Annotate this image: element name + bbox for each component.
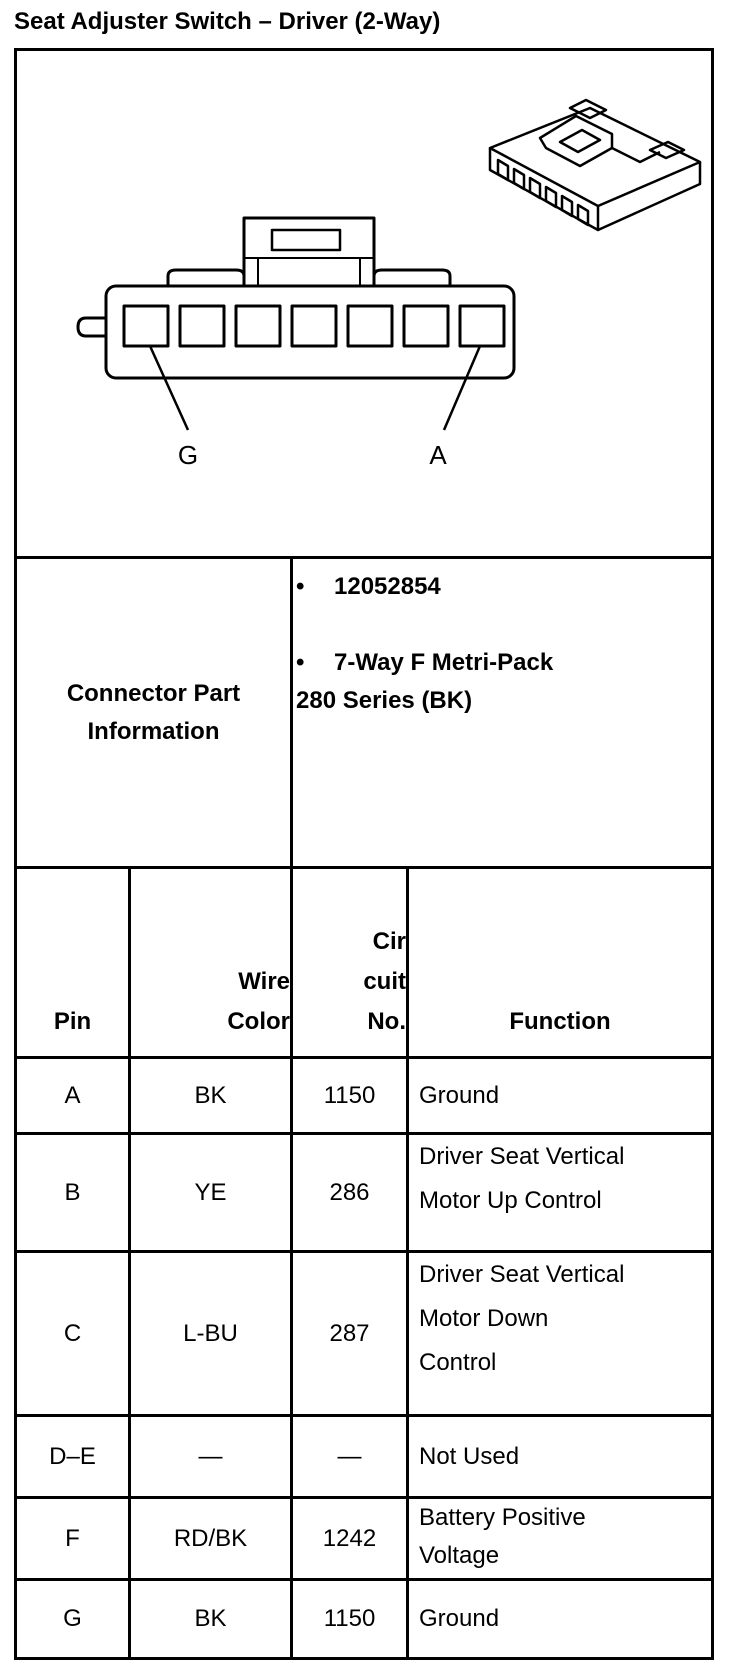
table-row-b-pin: B bbox=[64, 1178, 81, 1206]
header-wire-color: Wire Color bbox=[227, 968, 290, 1035]
table-row-f-color: RD/BK bbox=[173, 1524, 248, 1552]
pin-label-a: A bbox=[429, 440, 447, 470]
table-row-f-circuit: 1242 bbox=[322, 1524, 377, 1552]
table-row-f-function: Battery Positive Voltage bbox=[419, 1504, 586, 1569]
connector-part-info-label: Connector Part Information bbox=[66, 679, 241, 745]
pin-label-g: G bbox=[177, 440, 199, 470]
table-row-g-pin: G bbox=[63, 1605, 82, 1632]
page-title: Seat Adjuster Switch – Driver (2-Way) bbox=[14, 8, 441, 35]
table-row-a-pin: A bbox=[64, 1081, 81, 1109]
table-row-a-function: Ground bbox=[419, 1081, 500, 1109]
table-row-f-pin: F bbox=[65, 1524, 80, 1552]
connector-description-line1: 7-Way F Metri-Pack bbox=[334, 649, 554, 676]
table-row-a-color: BK bbox=[194, 1081, 227, 1109]
header-pin: Pin bbox=[53, 1008, 92, 1035]
table-row-b-color: YE bbox=[194, 1178, 227, 1206]
table-row-c-color: L-BU bbox=[183, 1319, 238, 1347]
table-row-de-function: Not Used bbox=[419, 1442, 520, 1470]
table-row-g-function: Ground bbox=[419, 1605, 500, 1632]
table-row-c-circuit: 287 bbox=[329, 1319, 370, 1347]
table-row-c-function: Driver Seat Vertical Motor Down Control bbox=[419, 1261, 625, 1376]
table-row-de-pin: D–E bbox=[49, 1442, 96, 1470]
table-row-g-color: BK bbox=[194, 1605, 227, 1632]
table-row-de-circuit: — bbox=[337, 1442, 362, 1470]
connector-part-details: • 12052854 • 7-Way F Metri-Pack 280 Series (BK) bbox=[296, 573, 554, 714]
table-row-b-function: Driver Seat Vertical Motor Up Control bbox=[419, 1143, 625, 1214]
part-number: 12052854 bbox=[334, 573, 441, 600]
table-row-a-circuit: 1150 bbox=[323, 1081, 376, 1109]
table-row-b-circuit: 286 bbox=[329, 1178, 370, 1206]
table-row-de-color: — bbox=[198, 1442, 223, 1470]
header-function: Function bbox=[509, 1008, 611, 1035]
header-circuit-no: Cir cuit No. bbox=[363, 928, 406, 1035]
connector-description-line2: 280 Series (BK) bbox=[296, 687, 473, 714]
table-row-g-circuit: 1150 bbox=[323, 1605, 376, 1632]
table-row-c-pin: C bbox=[63, 1319, 82, 1347]
